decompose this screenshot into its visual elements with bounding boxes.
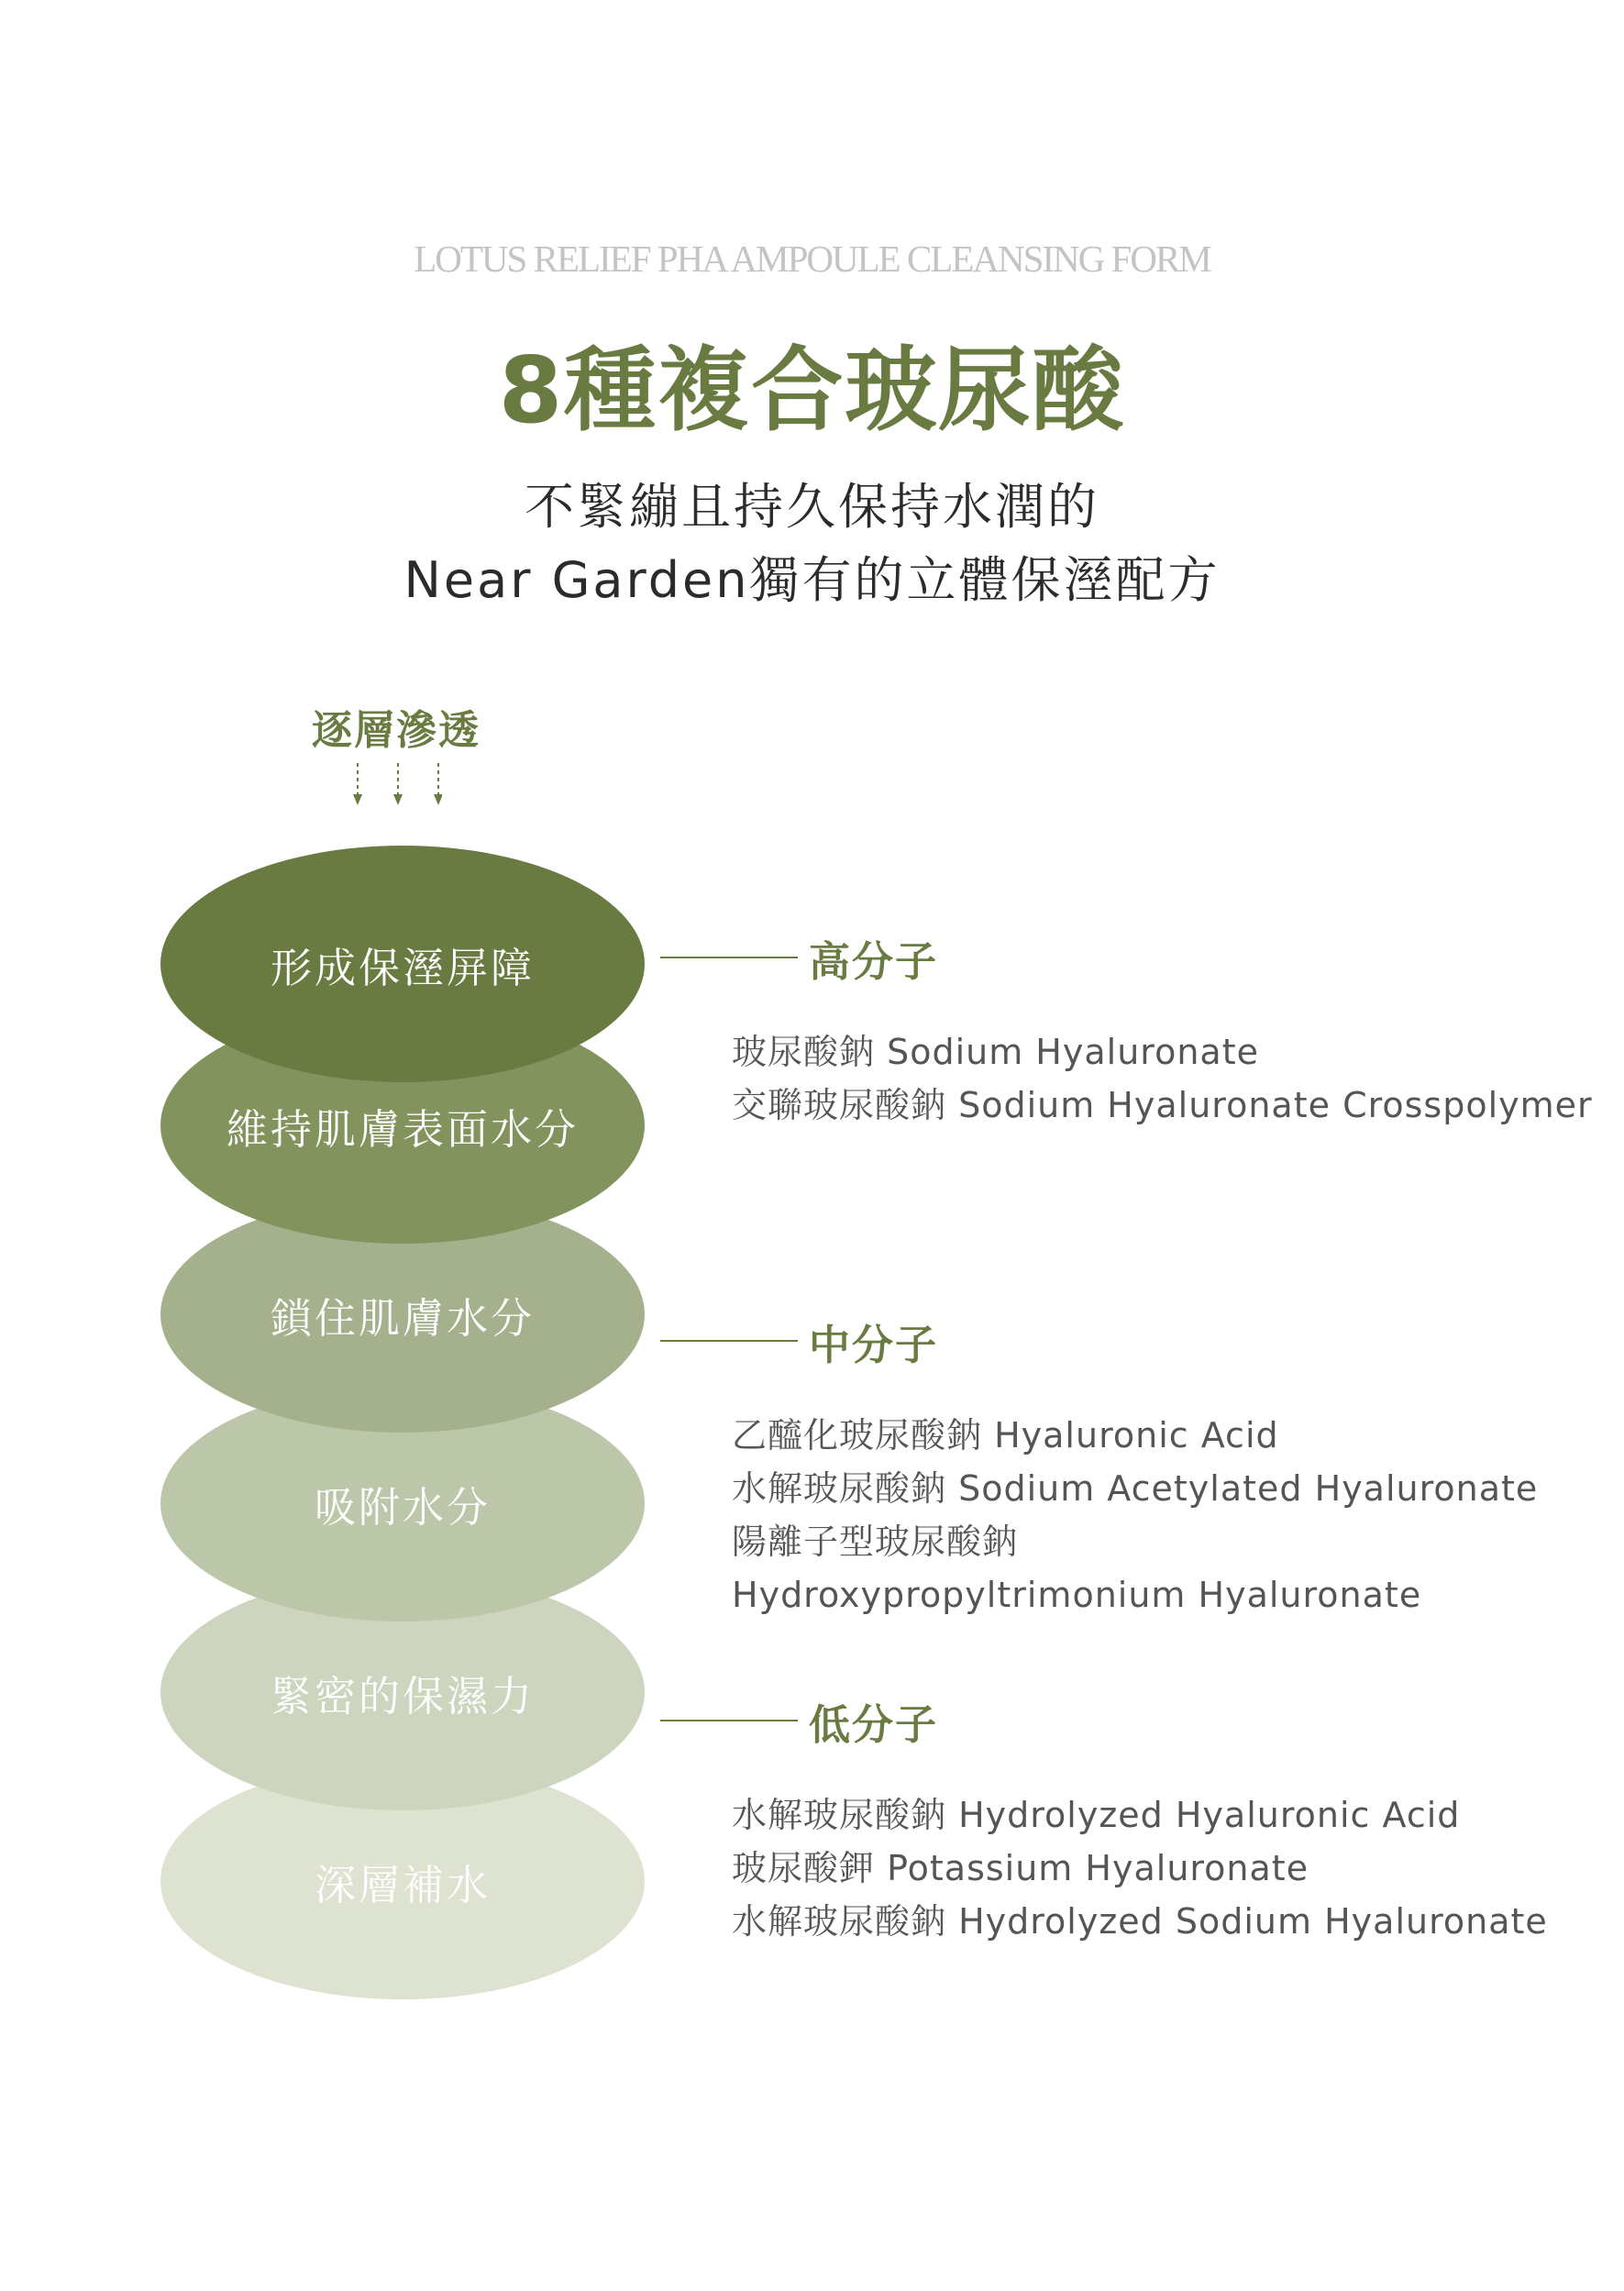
- subline-1: 不緊繃且持久保持水潤的: [525, 478, 1099, 536]
- ingredient-item: Hydroxypropyltrimonium Hyaluronate: [732, 1575, 1422, 1615]
- ingredient-item: 交聯玻尿酸鈉 Sodium Hyaluronate Crosspolymer: [732, 1085, 1593, 1125]
- connector-line-low: [660, 1720, 798, 1721]
- ingredient-list-high: [732, 1025, 1593, 1132]
- connector-line-high: [660, 957, 798, 958]
- layer-6-label: 深層補水: [314, 1860, 491, 1909]
- layer-5-label: 緊密的保濕力: [270, 1671, 535, 1721]
- ingredient-item: 水解玻尿酸鈉 Hydrolyzed Hyaluronic Acid: [732, 1795, 1461, 1835]
- group-title-low: 低分子: [809, 1700, 939, 1749]
- layer-2-label: 維持肌膚表面水分: [226, 1104, 579, 1154]
- ingredient-list-mid: [732, 1409, 1538, 1621]
- layer-4-label: 吸附水分: [314, 1482, 491, 1532]
- group-title-high: 高分子: [809, 937, 939, 986]
- ingredient-list-low: [732, 1788, 1548, 1948]
- penetrate-label: 逐層滲透: [312, 707, 481, 754]
- headline: 8種複合玻尿酸: [498, 337, 1126, 444]
- layer-3-label: 鎖住肌膚水分: [270, 1293, 535, 1343]
- ingredient-item: 水解玻尿酸鈉 Hydrolyzed Sodium Hyaluronate: [732, 1901, 1548, 1942]
- ingredient-item: 玻尿酸鉀 Potassium Hyaluronate: [732, 1848, 1309, 1888]
- connector-line-mid: [660, 1340, 798, 1342]
- layer-stack: [0, 0, 697, 2109]
- ingredient-item: 水解玻尿酸鈉 Sodium Acetylated Hyaluronate: [732, 1468, 1539, 1509]
- group-title-mid: 中分子: [809, 1321, 939, 1369]
- layer-1: [160, 846, 645, 1082]
- ingredient-item: 陽離子型玻尿酸鈉: [732, 1522, 1019, 1562]
- ingredient-item: 玻尿酸鈉 Sodium Hyaluronate: [732, 1032, 1259, 1072]
- ingredient-item: 乙醯化玻尿酸鈉 Hyaluronic Acid: [732, 1415, 1279, 1455]
- brand-line: LOTUS RELIEF PHA AMPOULE CLEANSING FORM: [414, 238, 1210, 280]
- layer-1-label: 形成保溼屏障: [270, 943, 535, 992]
- subline-2: Near Garden獨有的立體保溼配方: [403, 551, 1221, 609]
